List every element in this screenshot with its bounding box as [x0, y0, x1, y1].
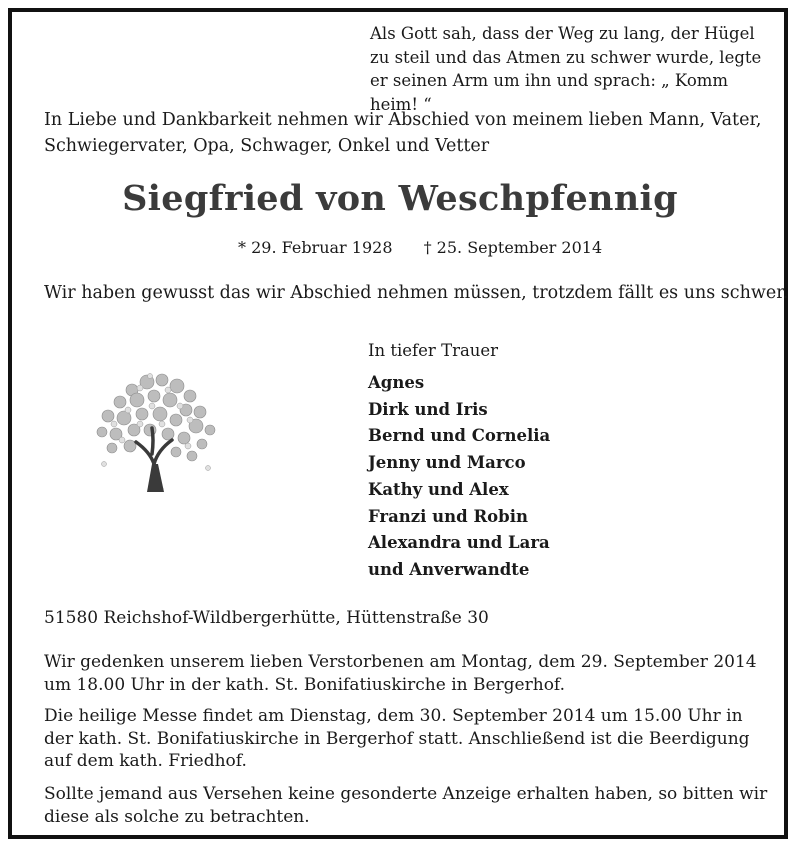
paragraph-line: der kath. St. Bonifatiuskirche in Bergerhof statt. Anschließend ist die Beerdigung	[44, 728, 750, 749]
intro-line: Schwiegervater, Opa, Schwager, Onkel und Vetter	[44, 136, 490, 156]
mourner-name: Bernd und Cornelia	[368, 426, 551, 446]
mourner-name: Alexandra und Lara	[368, 533, 550, 553]
mourner-name: Agnes	[368, 373, 425, 392]
farewell-quote: Wir haben gewusst das wir Abschied nehmen müssen, trotzdem fällt es uns schwer.	[44, 283, 789, 303]
intro-line: In Liebe und Dankbarkeit nehmen wir Abschied von meinem lieben Mann, Vater,	[44, 110, 762, 130]
tree-icon	[92, 368, 222, 498]
mourners-list	[368, 370, 550, 584]
address: 51580 Reichshof-Wildbergerhütte, Hüttenstraße 30	[44, 608, 489, 628]
mass-info	[44, 705, 779, 773]
paragraph-line: Sollte jemand aus Versehen keine gesonderte Anzeige erhalten haben, so bitten wir	[44, 784, 768, 804]
memorial-info	[44, 651, 779, 696]
intro-text	[44, 107, 774, 159]
deceased-name: Siegfried von Weschpfennig	[122, 178, 678, 219]
mourning-heading: In tiefer Trauer	[368, 341, 499, 360]
mourner-name: Jenny und Marco	[368, 453, 526, 473]
mourner-name: und Anverwandte	[368, 559, 530, 579]
verse-line: zu steil und das Atmen zu schwer wurde, legte	[370, 47, 762, 67]
mourner-name: Dirk und Iris	[368, 399, 488, 419]
life-dates	[238, 238, 602, 257]
birth-date: * 29. Februar 1928	[238, 238, 393, 257]
verse-poem	[370, 22, 770, 116]
paragraph-line: Die heilige Messe findet am Dienstag, dem 30. September 2014 um 15.00 Uhr in	[44, 706, 743, 726]
verse-line: er seinen Arm um ihn und sprach: „ Komm heim! “	[370, 71, 729, 114]
paragraph-line: auf dem kath. Friedhof.	[44, 751, 247, 771]
mourner-name: Kathy und Alex	[368, 479, 509, 499]
paragraph-line: Wir gedenken unserem lieben Verstorbenen am Montag, dem 29. September 2014	[44, 652, 757, 672]
verse-line: Als Gott sah, dass der Weg zu lang, der Hügel	[370, 24, 755, 43]
paragraph-line: diese als solche zu betrachten.	[44, 806, 310, 827]
notice-info	[44, 783, 779, 828]
mourner-name: Franzi und Robin	[368, 506, 528, 526]
paragraph-line: um 18.00 Uhr in der kath. St. Bonifatiuskirche in Bergerhof.	[44, 674, 566, 695]
death-date: † 25. September 2014	[423, 238, 603, 257]
